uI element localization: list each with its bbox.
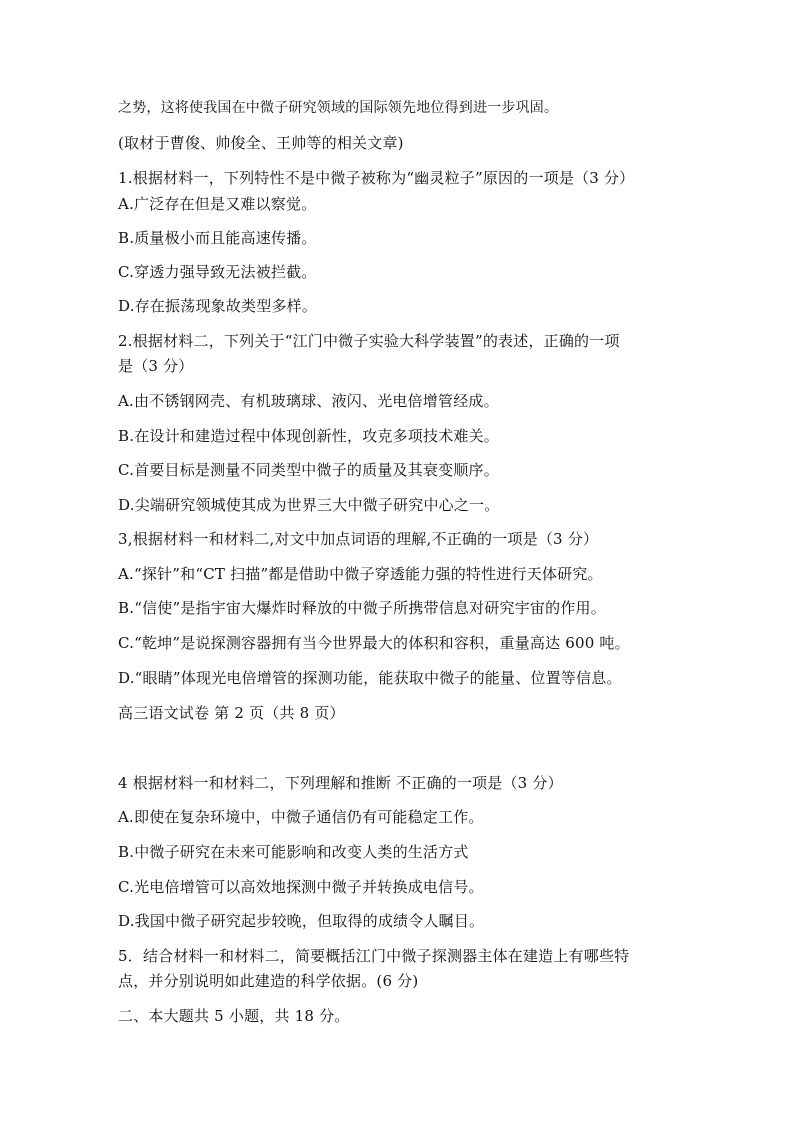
- question-2-option-b: B.在设计和建造过程中体现创新性，攻克多项技术难关。: [118, 427, 499, 445]
- question-3-option-d: D.“眼睛”体现光电倍增管的探测功能，能获取中微子的能量、位置等信息。: [118, 669, 622, 687]
- question-1-option-d: D.存在振荡现象故类型多样。: [118, 297, 318, 315]
- text-line-continuation: 之势，这将使我国在中微子研究领域的国际领先地位得到进一步巩固。: [118, 100, 559, 116]
- question-4-option-c: C.光电倍增管可以高效地探测中微子并转换成电信号。: [118, 878, 484, 896]
- question-1-option-a: A.广泛存在但是又难以察觉。: [118, 195, 317, 213]
- question-1-option-b: B.质量极小而且能高速传播。: [118, 229, 317, 247]
- question-4-option-b: B.中微子研究在未来可能影响和改变人类的生活方式: [118, 843, 469, 861]
- question-5-stem-cont: 点，并分别说明如此建造的科学依据。(6 分): [118, 972, 419, 990]
- question-2-stem: 2.根据材料二，下列关于“江门中微子实验大科学装置”的表述，正确的一项: [118, 332, 620, 350]
- question-3-option-b: B.“信使”是指宇宙大爆炸时释放的中微子所携带信息对研究宇宙的作用。: [118, 599, 606, 617]
- question-2-option-a: A.由不锈钢网壳、有机玻璃球、液闪、光电倍增管经成。: [118, 392, 499, 410]
- question-1-stem: 1.根据材料一，下列特性不是中微子被称为“幽灵粒子”原因的一项是（3 分）: [118, 169, 635, 187]
- question-3-option-c: C.“乾坤”是说探测容器拥有当今世界最大的体积和容积，重量高达 600 吨。: [118, 634, 630, 652]
- source-citation: (取材于曹俊、帅俊全、王帅等的相关文章): [118, 134, 404, 152]
- question-4-option-a: A.即使在复杂环境中，中微子通信仍有可能稳定工作。: [118, 808, 484, 826]
- question-3-option-a: A.“探针”和“CT 扫描”都是借助中微子穿透能力强的特性进行天体研究。: [118, 565, 603, 583]
- question-2-option-d: D.尖端研究领城使其成为世界三大中微子研究中心之一。: [118, 496, 500, 514]
- question-1-option-c: C.穿透力强导致无法被拦截。: [118, 263, 317, 281]
- question-4-option-d: D.我国中微子研究起步较晚，但取得的成绩令人瞩目。: [118, 912, 485, 930]
- page-footer: 高三语文试卷 第 2 页（共 8 页）: [118, 704, 345, 722]
- question-5-stem: 5．结合材料一和材料二，简要概括江门中微子探测器主体在建造上有哪些特: [118, 947, 630, 965]
- question-2-option-c: C.首要目标是测量不同类型中微子的质量及其衰变顺序。: [118, 461, 499, 479]
- section-heading: 二、本大题共 5 小题，共 18 分。: [118, 1007, 350, 1025]
- question-4-stem: 4 根据材料一和材料二，下列理解和推断 不正确的一项是（3 分）: [118, 774, 563, 792]
- question-2-stem-cont: 是（3 分）: [118, 357, 194, 375]
- question-3-stem: 3,根据材料一和材料二,对文中加点词语的理解,不正确的一项是（3 分）: [118, 530, 599, 548]
